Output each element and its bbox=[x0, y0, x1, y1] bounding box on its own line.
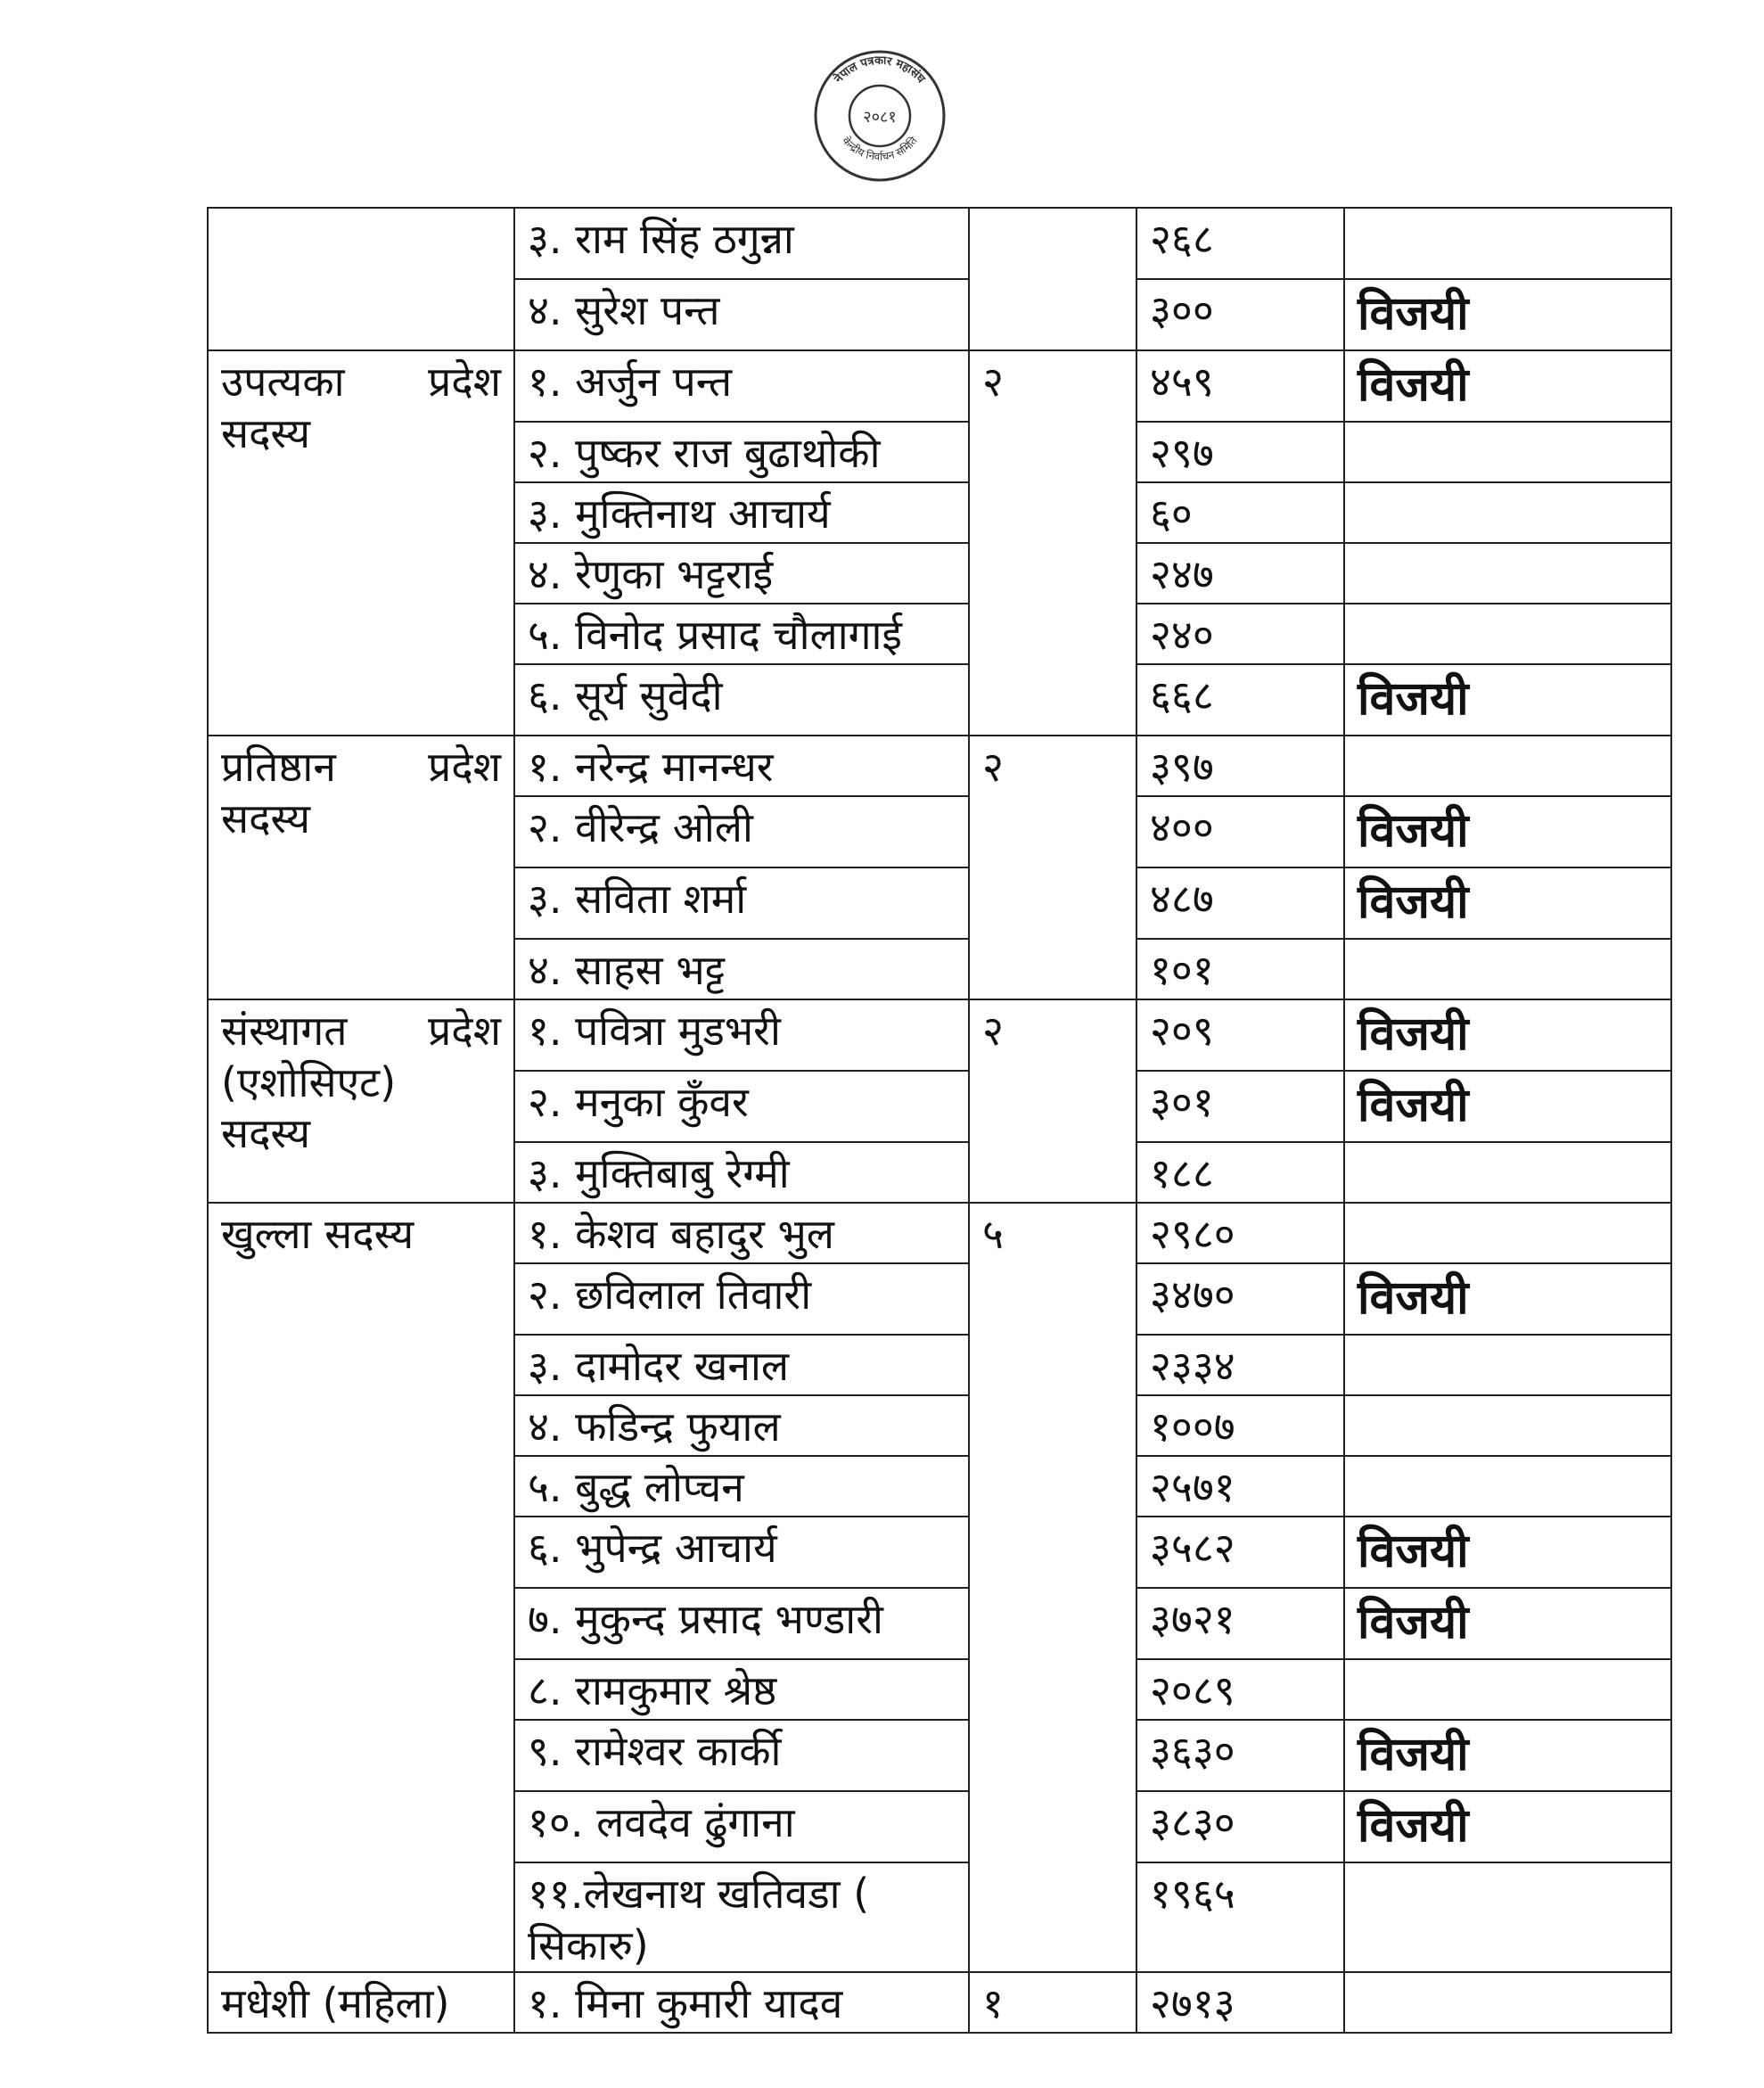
candidate-name: ३. राम सिंह ठगुन्ना bbox=[528, 215, 794, 263]
votes-cell bbox=[1136, 867, 1344, 939]
category-cell bbox=[208, 208, 514, 350]
candidate-name: ३. मुक्तिबाबु रेग्मी bbox=[528, 1149, 790, 1197]
vote-count: ३०१ bbox=[1150, 1078, 1214, 1126]
vote-count: २५७१ bbox=[1150, 1463, 1235, 1511]
seat-count: १ bbox=[982, 1979, 1004, 2027]
result-cell bbox=[1344, 208, 1671, 279]
candidate-cell bbox=[514, 1263, 969, 1335]
seat-count bbox=[982, 209, 1123, 214]
category-word: प्रतिष्ठान bbox=[221, 743, 336, 791]
vote-count: ३७२१ bbox=[1150, 1595, 1235, 1643]
table-row bbox=[208, 350, 1671, 422]
result-cell bbox=[1344, 1862, 1671, 1972]
vote-count: १००७ bbox=[1150, 1402, 1235, 1451]
seats-cell bbox=[969, 350, 1136, 736]
candidate-cell bbox=[514, 208, 969, 279]
vote-count: १९६५ bbox=[1150, 1870, 1235, 1918]
candidate-cell bbox=[514, 1972, 969, 2033]
votes-cell bbox=[1136, 1142, 1344, 1203]
table-row bbox=[208, 999, 1671, 1071]
candidate-cell bbox=[514, 1791, 969, 1862]
candidate-name: ३. दामोदर खनाल bbox=[528, 1342, 790, 1390]
result-cell bbox=[1344, 1263, 1671, 1335]
candidate-name: १. अर्जुन पन्त bbox=[528, 358, 733, 406]
candidate-cell bbox=[514, 1456, 969, 1517]
candidate-cell bbox=[514, 736, 969, 796]
winner-label: विजयी bbox=[1358, 1007, 1469, 1061]
votes-cell bbox=[1136, 1395, 1344, 1456]
result-cell bbox=[1344, 482, 1671, 543]
votes-cell bbox=[1136, 543, 1344, 604]
candidate-name: १. नरेन्द्र मानन्धर bbox=[528, 743, 774, 791]
votes-cell bbox=[1136, 1862, 1344, 1972]
result-cell bbox=[1344, 350, 1671, 422]
category-word: संस्थागत bbox=[221, 1007, 348, 1055]
seats-cell bbox=[969, 1203, 1136, 1972]
winner-label: विजयी bbox=[1358, 358, 1469, 412]
result-cell bbox=[1344, 1791, 1671, 1862]
result-cell bbox=[1344, 1203, 1671, 1263]
candidate-name: १. केशव बहादुर भुल bbox=[528, 1210, 834, 1258]
election-committee-seal bbox=[808, 45, 951, 187]
vote-count: २९७ bbox=[1150, 429, 1214, 477]
votes-cell bbox=[1136, 999, 1344, 1071]
seat-count: २ bbox=[982, 358, 1004, 406]
candidate-cell bbox=[514, 1720, 969, 1791]
seats-cell bbox=[969, 208, 1136, 350]
winner-label: विजयी bbox=[1358, 1079, 1469, 1132]
category-word: सदस्य bbox=[221, 408, 311, 457]
vote-count: २७१३ bbox=[1150, 1979, 1235, 2027]
candidate-name: ६. भुपेन्द्र आचार्य bbox=[528, 1524, 777, 1572]
candidate-name: ५. बुद्ध लोप्चन bbox=[528, 1463, 744, 1511]
election-results-table bbox=[207, 207, 1672, 2034]
category-cell bbox=[208, 1972, 514, 2033]
votes-cell bbox=[1136, 1720, 1344, 1791]
candidate-cell bbox=[514, 604, 969, 664]
candidate-name: १०. लवदेव ढुंगाना bbox=[528, 1798, 795, 1846]
candidate-cell bbox=[514, 939, 969, 999]
vote-count: ४५९ bbox=[1150, 358, 1214, 406]
votes-cell bbox=[1136, 1972, 1344, 2033]
winner-label: विजयी bbox=[1358, 1596, 1469, 1649]
votes-cell bbox=[1136, 1071, 1344, 1142]
vote-count: १८८ bbox=[1150, 1149, 1214, 1197]
votes-cell bbox=[1136, 1588, 1344, 1659]
result-cell bbox=[1344, 1720, 1671, 1791]
seats-cell bbox=[969, 999, 1136, 1203]
vote-count: २९८० bbox=[1150, 1210, 1235, 1258]
seal-text-bottom: केन्द्रीय निर्वाचन समिति bbox=[840, 134, 920, 163]
result-cell bbox=[1344, 543, 1671, 604]
votes-cell bbox=[1136, 482, 1344, 543]
candidate-name: २. मनुका कुँवर bbox=[528, 1078, 749, 1126]
vote-count: ३९७ bbox=[1150, 743, 1214, 791]
candidate-cell bbox=[514, 867, 969, 939]
candidate-cell bbox=[514, 1203, 969, 1263]
vote-count: ३४७० bbox=[1150, 1270, 1235, 1319]
candidate-cell bbox=[514, 543, 969, 604]
result-cell bbox=[1344, 1142, 1671, 1203]
result-cell bbox=[1344, 736, 1671, 796]
winner-label: विजयी bbox=[1358, 1271, 1469, 1325]
result-cell bbox=[1344, 796, 1671, 867]
category-word: उपत्यका bbox=[221, 358, 345, 406]
candidate-cell bbox=[514, 796, 969, 867]
candidate-name: ११.लेखनाथ खतिवडा ( सिकारु) bbox=[528, 1870, 870, 1969]
seats-cell bbox=[969, 1972, 1136, 2033]
seat-count: ५ bbox=[982, 1210, 1004, 1258]
candidate-name: २. छविलाल तिवारी bbox=[528, 1270, 812, 1319]
candidate-name: ४. रेणुका भट्टराई bbox=[528, 550, 774, 598]
winner-label: विजयी bbox=[1358, 1728, 1469, 1781]
seal-year: २०८१ bbox=[863, 108, 897, 127]
candidate-cell bbox=[514, 279, 969, 350]
category-word: प्रदेश bbox=[428, 1007, 501, 1055]
winner-label: विजयी bbox=[1358, 1799, 1469, 1853]
svg-text:केन्द्रीय निर्वाचन समिति bbox=[840, 134, 921, 163]
category-cell bbox=[208, 350, 514, 736]
result-cell bbox=[1344, 999, 1671, 1071]
candidate-cell bbox=[514, 422, 969, 482]
vote-count: ४८७ bbox=[1150, 875, 1214, 923]
candidate-cell bbox=[514, 1588, 969, 1659]
winner-label: विजयी bbox=[1358, 287, 1469, 341]
result-cell bbox=[1344, 1071, 1671, 1142]
candidate-name: ४. साहस भट्ट bbox=[528, 946, 726, 994]
vote-count: १०१ bbox=[1150, 946, 1214, 994]
votes-cell bbox=[1136, 1263, 1344, 1335]
table-row bbox=[208, 736, 1671, 796]
vote-count: ३६३० bbox=[1150, 1727, 1235, 1775]
votes-cell bbox=[1136, 208, 1344, 279]
candidate-name: ३. सविता शर्मा bbox=[528, 875, 747, 923]
table-row bbox=[208, 208, 1671, 279]
winner-label: विजयी bbox=[1358, 1525, 1469, 1578]
votes-cell bbox=[1136, 1791, 1344, 1862]
candidate-name: ८. रामकुमार श्रेष्ठ bbox=[528, 1666, 777, 1714]
candidate-cell bbox=[514, 350, 969, 422]
vote-count: २६८ bbox=[1150, 215, 1214, 263]
category-cell bbox=[208, 736, 514, 999]
result-cell bbox=[1344, 867, 1671, 939]
winner-label: विजयी bbox=[1358, 804, 1469, 858]
result-cell bbox=[1344, 422, 1671, 482]
seat-count: २ bbox=[982, 1007, 1004, 1055]
table-row bbox=[208, 1203, 1671, 1263]
winner-label: विजयी bbox=[1358, 672, 1469, 726]
result-cell bbox=[1344, 939, 1671, 999]
votes-cell bbox=[1136, 1456, 1344, 1517]
result-cell bbox=[1344, 1588, 1671, 1659]
candidate-cell bbox=[514, 1071, 969, 1142]
candidate-name: ४. फडिन्द्र फुयाल bbox=[528, 1402, 781, 1451]
votes-cell bbox=[1136, 1517, 1344, 1588]
result-cell bbox=[1344, 279, 1671, 350]
candidate-name: ५. विनोद प्रसाद चौलागाई bbox=[528, 611, 903, 659]
vote-count: ६० bbox=[1150, 489, 1193, 538]
votes-cell bbox=[1136, 796, 1344, 867]
candidate-cell bbox=[514, 664, 969, 736]
category-label: खुल्ला सदस्य bbox=[221, 1210, 414, 1258]
candidate-name: ९. रामेश्वर कार्की bbox=[528, 1727, 782, 1775]
result-cell bbox=[1344, 1659, 1671, 1720]
candidate-name: १. मिना कुमारी यादव bbox=[528, 1979, 843, 2027]
category-label: मधेशी (महिला) bbox=[221, 1979, 450, 2027]
candidate-name: १. पवित्रा मुडभरी bbox=[528, 1007, 781, 1055]
vote-count: ३५८२ bbox=[1150, 1524, 1235, 1572]
candidate-cell bbox=[514, 1335, 969, 1395]
category-word: प्रदेश bbox=[428, 358, 501, 406]
category-word: सदस्य bbox=[221, 1109, 311, 1157]
category-word: (एशोसिएट) bbox=[221, 1057, 397, 1106]
candidate-cell bbox=[514, 1395, 969, 1456]
votes-cell bbox=[1136, 604, 1344, 664]
candidate-name: २. वीरेन्द्र ओली bbox=[528, 803, 753, 851]
table-row bbox=[208, 1972, 1671, 2033]
votes-cell bbox=[1136, 422, 1344, 482]
votes-cell bbox=[1136, 350, 1344, 422]
seats-cell bbox=[969, 736, 1136, 999]
category-cell bbox=[208, 999, 514, 1203]
votes-cell bbox=[1136, 1659, 1344, 1720]
candidate-cell bbox=[514, 1659, 969, 1720]
votes-cell bbox=[1136, 1203, 1344, 1263]
seat-count: २ bbox=[982, 743, 1004, 791]
candidate-cell bbox=[514, 999, 969, 1071]
result-cell bbox=[1344, 1517, 1671, 1588]
candidate-cell bbox=[514, 1862, 969, 1972]
vote-count: ३०० bbox=[1150, 286, 1214, 334]
candidate-name: ४. सुरेश पन्त bbox=[528, 286, 720, 334]
vote-count: ६६८ bbox=[1150, 671, 1214, 719]
votes-cell bbox=[1136, 736, 1344, 796]
winner-label: विजयी bbox=[1358, 875, 1469, 929]
result-cell bbox=[1344, 1972, 1671, 2033]
result-cell bbox=[1344, 1456, 1671, 1517]
candidate-name: ३. मुक्तिनाथ आचार्य bbox=[528, 489, 831, 538]
category-cell bbox=[208, 1203, 514, 1972]
svg-text:नेपाल पत्रकार महासंघ bbox=[831, 54, 928, 86]
candidate-cell bbox=[514, 482, 969, 543]
vote-count: ४०० bbox=[1150, 803, 1214, 851]
vote-count: २४७ bbox=[1150, 550, 1214, 598]
candidate-name: ७. मुकुन्द प्रसाद भण्डारी bbox=[528, 1595, 883, 1643]
vote-count: २३३४ bbox=[1150, 1342, 1235, 1390]
result-cell bbox=[1344, 604, 1671, 664]
candidate-cell bbox=[514, 1142, 969, 1203]
category-word: प्रदेश bbox=[428, 743, 501, 791]
vote-count: २०८९ bbox=[1150, 1666, 1235, 1714]
result-cell bbox=[1344, 664, 1671, 736]
vote-count: २०९ bbox=[1150, 1007, 1214, 1055]
result-cell bbox=[1344, 1395, 1671, 1456]
candidate-name: ६. सूर्य सुवेदी bbox=[528, 671, 723, 719]
candidate-cell bbox=[514, 1517, 969, 1588]
votes-cell bbox=[1136, 939, 1344, 999]
candidate-name: २. पुष्कर राज बुढाथोकी bbox=[528, 429, 881, 477]
seal-text-top: नेपाल पत्रकार महासंघ bbox=[832, 53, 928, 86]
category-word: सदस्य bbox=[221, 793, 311, 843]
votes-cell bbox=[1136, 664, 1344, 736]
result-cell bbox=[1344, 1335, 1671, 1395]
votes-cell bbox=[1136, 1335, 1344, 1395]
vote-count: ३८३० bbox=[1150, 1798, 1235, 1846]
vote-count: २४० bbox=[1150, 611, 1214, 659]
votes-cell bbox=[1136, 279, 1344, 350]
